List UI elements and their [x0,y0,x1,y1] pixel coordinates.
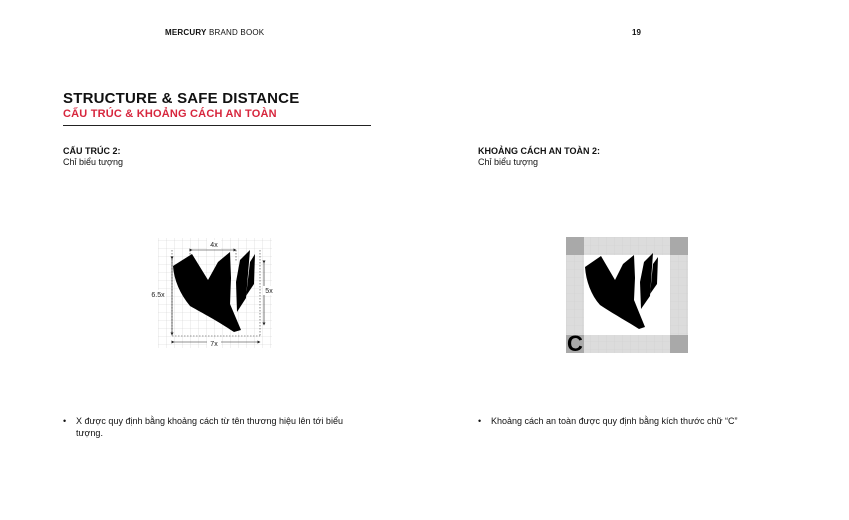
brand-book-header [165,28,264,37]
structure-heading: CẤU TRÚC 2: [63,146,121,156]
bullet-marker: • [478,416,482,426]
safe-distance-note-text: Khoảng cách an toàn được quy định bằng kích thước chữ “C” [491,416,738,426]
brand-book-label: BRAND BOOK [206,28,265,37]
corner-block [566,237,584,255]
title-divider [63,125,371,126]
brand-name: MERCURY [165,28,207,37]
bullet-marker: • [63,416,67,426]
structure-grid-figure [150,232,280,354]
corner-block [670,237,688,255]
c-unit-letter: C [567,331,583,353]
corner-block [670,335,688,353]
page-subtitle: CẤU TRÚC & KHOẢNG CÁCH AN TOÀN [63,108,277,120]
dimension-label-right: 5x [265,288,273,295]
page-title: STRUCTURE & SAFE DISTANCE [63,90,300,107]
safe-distance-heading: KHOẢNG CÁCH AN TOÀN 2: [478,146,601,156]
dimension-label-left: 6.5x [151,292,165,299]
dimension-label-bottom: 7x [210,341,218,348]
safe-distance-caption: Chỉ biểu tượng [478,157,538,167]
structure-caption: Chỉ biểu tượng [63,157,123,167]
page-number: 19 [632,28,641,37]
structure-note-text: X được quy định bằng khoảng cách từ tên thương hiệu lên tới biểu tượng. [76,416,343,438]
dimension-label-top: 4x [210,242,218,249]
safe-distance-figure [566,237,688,353]
